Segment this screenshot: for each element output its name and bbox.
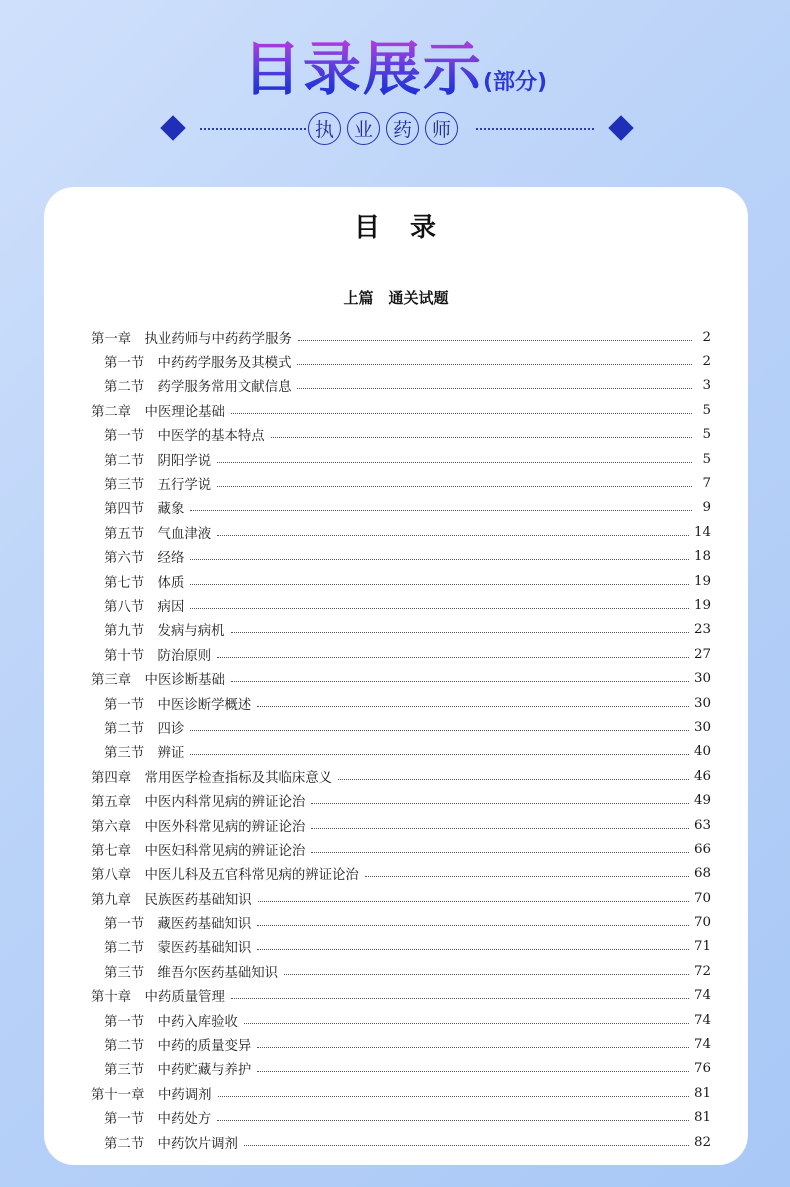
toc-entry-page: 30 — [693, 671, 711, 687]
toc-section-row[interactable] — [91, 349, 711, 373]
toc-entry-label: 第九节 发病与病机 — [104, 624, 225, 640]
toc-section-row[interactable] — [91, 1032, 711, 1056]
toc-entry-label: 第三章 中医诊断基础 — [91, 673, 225, 689]
subtitle-circles — [308, 112, 458, 145]
toc-entry-page: 5 — [702, 402, 711, 418]
toc-entry-label: 第一节 中药处方 — [104, 1112, 212, 1128]
toc-entry-label: 第十章 中药质量管理 — [91, 990, 225, 1006]
toc-section-row[interactable] — [91, 374, 711, 398]
toc-chapter-row[interactable] — [91, 813, 711, 837]
toc-chapter-row[interactable] — [91, 1081, 711, 1105]
dot-leader — [190, 510, 692, 511]
toc-entry-label: 第四节 藏象 — [104, 502, 185, 518]
toc-entry-page: 74 — [693, 988, 711, 1004]
dot-leader — [311, 852, 689, 853]
dot-leader — [190, 584, 689, 585]
subtitle-char: 执 — [308, 112, 341, 145]
dot-leader — [190, 559, 689, 560]
toc-section-row[interactable] — [91, 642, 711, 666]
toc-entry-label: 第一节 中药药学服务及其模式 — [104, 356, 292, 372]
toc-entry-page: 3 — [702, 378, 711, 394]
toc-entries — [91, 325, 711, 1154]
toc-entry-page: 66 — [693, 841, 711, 857]
dot-leader — [217, 462, 692, 463]
toc-entry-page: 23 — [693, 622, 711, 638]
toc-entry-page: 68 — [693, 866, 711, 882]
toc-section-row[interactable] — [91, 1008, 711, 1032]
toc-entry-page: 49 — [693, 793, 711, 809]
dot-leader — [231, 681, 689, 682]
toc-section-row[interactable] — [91, 545, 711, 569]
toc-chapter-row[interactable] — [91, 984, 711, 1008]
toc-section-row[interactable] — [91, 910, 711, 934]
toc-section-row[interactable] — [91, 593, 711, 617]
toc-chapter-row[interactable] — [91, 398, 711, 422]
dot-leader — [231, 413, 692, 414]
toc-entry-page: 74 — [693, 1037, 711, 1053]
dot-leader — [190, 608, 689, 609]
toc-entry-label: 第三节 中药贮藏与养护 — [104, 1063, 252, 1079]
toc-entry-label: 第六章 中医外科常见病的辨证论治 — [91, 819, 306, 835]
dot-leader — [365, 876, 689, 877]
toc-chapter-row[interactable] — [91, 325, 711, 349]
toc-entry-label: 第七节 体质 — [104, 575, 185, 591]
diamond-right-icon — [608, 115, 633, 140]
toc-chapter-row[interactable] — [91, 666, 711, 690]
toc-entry-label: 第二节 中药的质量变异 — [104, 1039, 252, 1055]
toc-entry-page: 82 — [693, 1134, 711, 1150]
toc-chapter-row[interactable] — [91, 837, 711, 861]
toc-section-row[interactable] — [91, 959, 711, 983]
toc-entry-page: 5 — [702, 427, 711, 443]
toc-entry-label: 第二节 蒙医药基础知识 — [104, 941, 252, 957]
toc-entry-label: 第八章 中医儿科及五官科常见病的辨证论治 — [91, 868, 359, 884]
page-header-title — [0, 22, 790, 106]
toc-chapter-row[interactable] — [91, 788, 711, 812]
toc-entry-label: 第八节 病因 — [104, 599, 185, 615]
toc-entry-label: 第五节 气血津液 — [104, 526, 212, 542]
toc-entry-page: 76 — [693, 1061, 711, 1077]
toc-entry-label: 第十一章 中药调剂 — [91, 1087, 212, 1103]
dot-leader — [258, 901, 689, 902]
toc-entry-page: 30 — [693, 719, 711, 735]
toc-entry-page: 70 — [693, 915, 711, 931]
toc-entry-label: 第一节 中药入库验收 — [104, 1014, 238, 1030]
toc-section-row[interactable] — [91, 423, 711, 447]
toc-entry-page: 19 — [693, 573, 711, 589]
header-title-main: 目录展示 — [242, 35, 483, 103]
toc-entry-page: 74 — [693, 1012, 711, 1028]
subtitle-row — [0, 112, 790, 148]
toc-section-row[interactable] — [91, 935, 711, 959]
toc-section-row[interactable] — [91, 740, 711, 764]
dot-leader — [271, 437, 692, 438]
toc-entry-label: 第二节 中药饮片调剂 — [104, 1136, 238, 1152]
toc-entry-page: 2 — [702, 354, 711, 370]
toc-entry-page: 63 — [693, 817, 711, 833]
toc-entry-page: 27 — [693, 646, 711, 662]
toc-entry-page: 5 — [702, 451, 711, 467]
dot-leader — [218, 1096, 689, 1097]
dot-leader — [257, 949, 689, 950]
dot-leader — [244, 1145, 689, 1146]
toc-entry-page: 19 — [693, 597, 711, 613]
toc-entry-label: 第一节 藏医药基础知识 — [104, 917, 252, 933]
part-title: 上篇 通关试题 — [343, 289, 449, 307]
dot-leader — [257, 1071, 689, 1072]
toc-section-row[interactable] — [91, 471, 711, 495]
toc-entry-label: 第二节 阴阳学说 — [104, 453, 212, 469]
toc-entry-page: 30 — [693, 695, 711, 711]
dot-leader — [311, 803, 689, 804]
toc-entry-label: 第五章 中医内科常见病的辨证论治 — [91, 795, 306, 811]
toc-section-row[interactable] — [91, 691, 711, 715]
dot-leader — [297, 364, 692, 365]
toc-section-row[interactable] — [91, 447, 711, 471]
toc-entry-page: 81 — [693, 1110, 711, 1126]
toc-entry-label: 第一章 执业药师与中药药学服务 — [91, 331, 292, 347]
toc-entry-label: 第十节 防治原则 — [104, 648, 212, 664]
toc-title: 目 录 — [353, 213, 438, 243]
dot-leader — [231, 632, 689, 633]
dot-leader — [244, 1023, 689, 1024]
toc-entry-label: 第七章 中医妇科常见病的辨证论治 — [91, 843, 306, 859]
toc-entry-page: 14 — [693, 524, 711, 540]
toc-section-row[interactable] — [91, 569, 711, 593]
toc-section-row[interactable] — [91, 1130, 711, 1154]
toc-entry-page: 2 — [702, 329, 711, 345]
dot-leader — [257, 1047, 689, 1048]
toc-entry-page: 7 — [702, 476, 711, 492]
toc-entry-label: 第一节 中医诊断学概述 — [104, 697, 252, 713]
subtitle-char: 师 — [425, 112, 458, 145]
diamond-left-icon — [160, 115, 185, 140]
toc-entry-page: 18 — [693, 549, 711, 565]
dot-leader — [297, 388, 692, 389]
dot-leader — [298, 340, 692, 341]
dot-leader — [217, 1120, 689, 1121]
dot-leader — [217, 535, 689, 536]
toc-entry-label: 第三节 五行学说 — [104, 478, 212, 494]
dotted-divider-right — [476, 128, 594, 130]
toc-entry-label: 第九章 民族医药基础知识 — [91, 892, 252, 908]
toc-entry-page: 9 — [702, 500, 711, 516]
toc-entry-label: 第三节 辨证 — [104, 746, 185, 762]
toc-chapter-row[interactable] — [91, 886, 711, 910]
toc-section-row[interactable] — [91, 1106, 711, 1130]
dotted-divider-left — [200, 128, 306, 130]
toc-entry-label: 第二节 药学服务常用文献信息 — [104, 380, 292, 396]
toc-entry-page: 72 — [693, 963, 711, 979]
toc-entry-page: 46 — [693, 768, 711, 784]
toc-chapter-row[interactable] — [91, 764, 711, 788]
toc-entry-label: 第三节 维吾尔医药基础知识 — [104, 965, 279, 981]
toc-card — [44, 187, 748, 1165]
toc-entry-label: 第二章 中医理论基础 — [91, 404, 225, 420]
toc-entry-label: 第一节 中医学的基本特点 — [104, 429, 265, 445]
dot-leader — [338, 779, 689, 780]
toc-section-row[interactable] — [91, 1057, 711, 1081]
dot-leader — [257, 925, 689, 926]
toc-entry-page: 70 — [693, 890, 711, 906]
toc-section-row[interactable] — [91, 618, 711, 642]
dot-leader — [217, 657, 689, 658]
dot-leader — [231, 998, 689, 999]
toc-chapter-row[interactable] — [91, 862, 711, 886]
dot-leader — [190, 730, 689, 731]
toc-section-row[interactable] — [91, 496, 711, 520]
toc-entry-label: 第二节 四诊 — [104, 721, 185, 737]
toc-entry-page: 40 — [693, 744, 711, 760]
dot-leader — [217, 486, 692, 487]
toc-entry-label: 第四章 常用医学检查指标及其临床意义 — [91, 770, 333, 786]
subtitle-char: 业 — [347, 112, 380, 145]
toc-entry-page: 81 — [693, 1085, 711, 1101]
dot-leader — [190, 754, 689, 755]
toc-section-row[interactable] — [91, 715, 711, 739]
subtitle-char: 药 — [386, 112, 419, 145]
dot-leader — [257, 706, 689, 707]
toc-entry-page: 71 — [693, 939, 711, 955]
toc-section-row[interactable] — [91, 520, 711, 544]
dot-leader — [311, 828, 689, 829]
dot-leader — [284, 974, 689, 975]
toc-entry-label: 第六节 经络 — [104, 551, 185, 567]
header-title-suffix: (部分) — [482, 70, 548, 95]
